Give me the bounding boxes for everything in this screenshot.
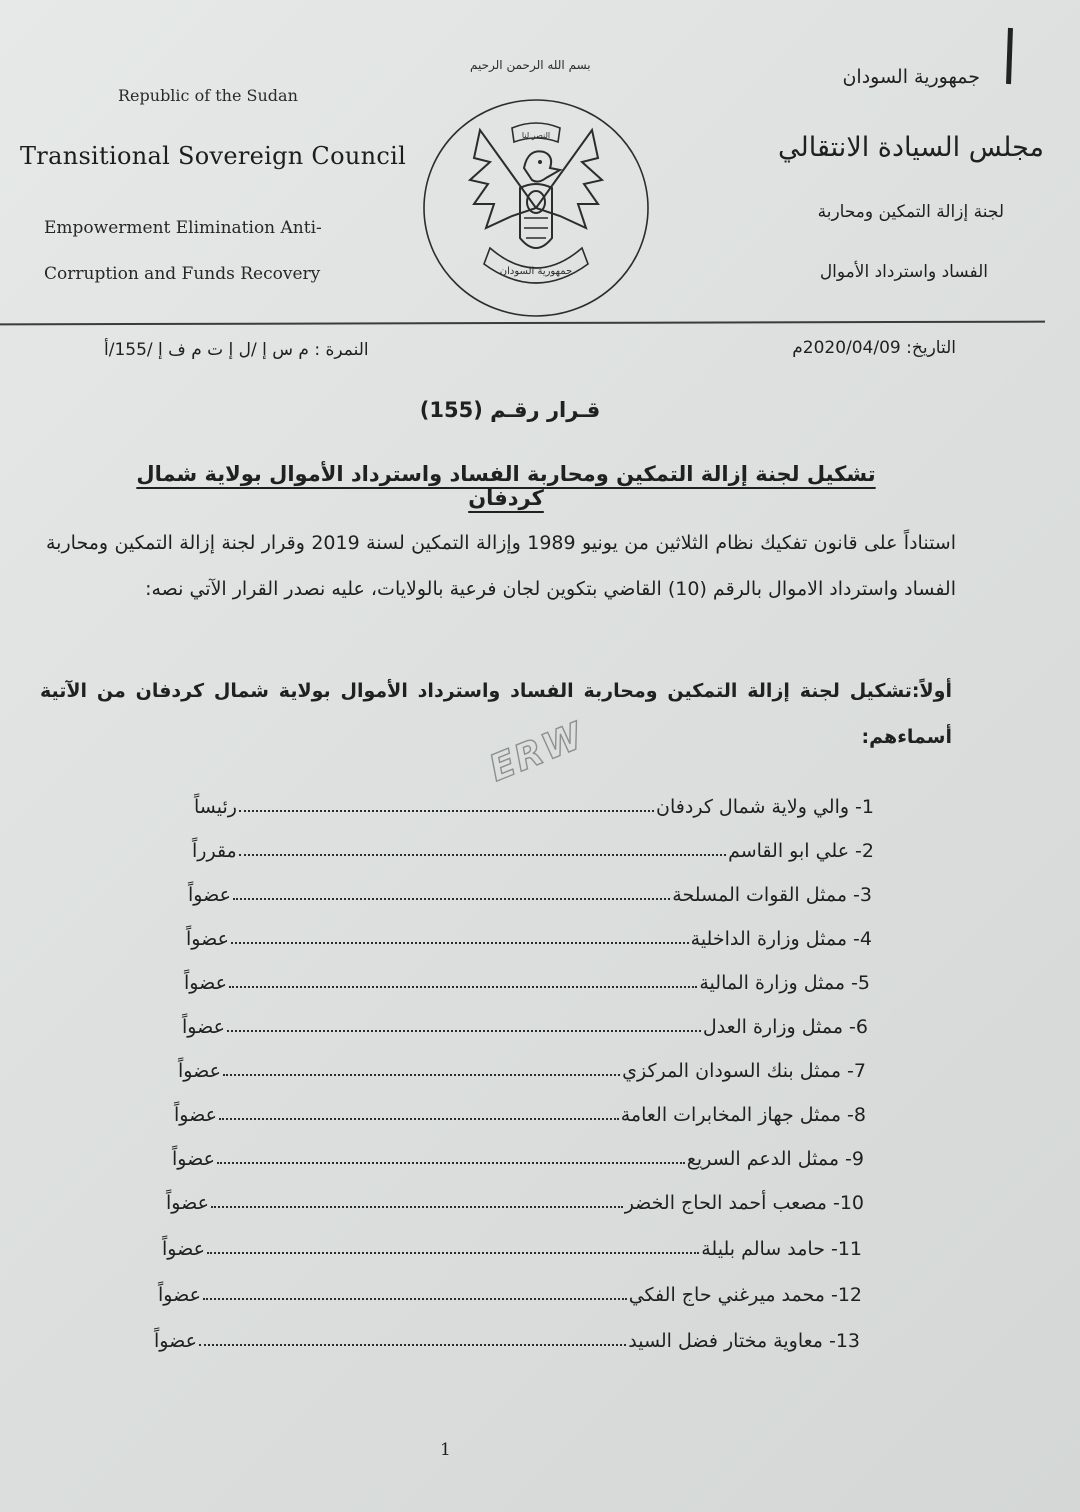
list-item [172, 1130, 864, 1170]
list-item [166, 1174, 864, 1214]
member-name: علي ابو القاسم [728, 840, 850, 862]
list-item [158, 1266, 862, 1306]
ar-committee-line-1: لجنة إزالة التمكين ومحاربة [817, 202, 1004, 222]
member-role: عضواً [166, 1192, 209, 1214]
member-role: عضواً [154, 1330, 197, 1352]
emblem-banner-text: النصر لنا [521, 131, 551, 140]
member-name: ممثل جهاز المخابرات العامة [620, 1104, 842, 1126]
member-name: مصعب أحمد الحاج الخضر [624, 1192, 827, 1214]
member-number: 1- [855, 796, 874, 818]
leader-dots [229, 986, 697, 988]
member-name: حامد سالم بليلة [701, 1238, 825, 1260]
leader-dots [227, 1030, 701, 1032]
member-number: 3- [853, 884, 872, 906]
member-role: عضواً [182, 1016, 225, 1038]
leader-dots [219, 1118, 619, 1120]
first-clause-paragraph: أولاً:تشكيل لجنة إزالة التمكين ومحاربة الفساد واسترداد الأموال بولاية شمال كردفان من الآتية أسماءهم: [40, 680, 952, 748]
list-item [154, 1312, 860, 1352]
leader-dots [223, 1074, 620, 1076]
document-date: التاريخ: 2020/04/09م [792, 338, 956, 358]
member-role: عضواً [174, 1104, 217, 1126]
en-committee-line-2: Corruption and Funds Recovery [44, 264, 321, 284]
ar-committee-line-2: الفساد واسترداد الأموال [819, 262, 988, 282]
member-name: ممثل وزارة العدل [702, 1016, 844, 1038]
member-number: 12- [830, 1284, 862, 1306]
member-name: محمد ميرغني حاج الفكي [628, 1284, 825, 1306]
en-republic-title: Republic of the Sudan [118, 86, 298, 105]
page-number: 1 [440, 1440, 451, 1460]
member-role: عضواً [188, 884, 231, 906]
en-committee-line-1: Empowerment Elimination Anti- [44, 218, 322, 238]
leader-dots [207, 1252, 699, 1254]
leader-dots [203, 1298, 627, 1300]
emblem-ribbon-text: جمهورية السودان [499, 266, 573, 277]
member-name: ممثل بنك السودان المركزي [622, 1060, 842, 1082]
member-name: ممثل وزارة الداخلية [690, 928, 848, 950]
ar-republic-title: جمهورية السودان [842, 66, 980, 88]
leader-dots [211, 1206, 623, 1208]
basmala: بسم الله الرحمن الرحيم [470, 58, 591, 72]
leader-dots [231, 942, 689, 944]
member-number: 13- [828, 1330, 860, 1352]
list-item [182, 998, 868, 1038]
member-name: معاوية مختار فضل السيد [628, 1330, 823, 1352]
leader-dots [239, 854, 726, 856]
member-role: عضواً [158, 1284, 201, 1306]
list-item [174, 1086, 866, 1126]
member-name: ممثل الدعم السريع [686, 1148, 840, 1170]
leader-dots [239, 810, 654, 812]
list-item [186, 910, 872, 950]
member-number: 5- [851, 972, 870, 994]
leader-dots [217, 1162, 685, 1164]
document-reference-number: النمرة : م س إ /ل إ ت م ف إ /155/أ [104, 340, 369, 360]
member-number: 10- [832, 1192, 864, 1214]
member-number: 8- [847, 1104, 866, 1126]
ar-council-title: مجلس السيادة الانتقالي [778, 132, 1044, 163]
member-role: عضواً [178, 1060, 221, 1082]
member-role: مقرراً [192, 840, 237, 862]
en-council-title: Transitional Sovereign Council [20, 142, 407, 170]
member-name: ممثل القوات المسلحة [672, 884, 848, 906]
decision-subject: تشكيل لجنة إزالة التمكين ومحاربة الفساد واسترداد الأموال بولاية شمال كردفان [136, 462, 876, 510]
decision-title: قـرار رقـم (155) [419, 398, 601, 422]
leader-dots [233, 898, 670, 900]
header-divider [0, 321, 1045, 326]
member-number: 6- [849, 1016, 868, 1038]
list-item [192, 822, 874, 862]
list-item [194, 778, 874, 818]
member-role: عضواً [162, 1238, 205, 1260]
member-name: ممثل وزارة المالية [699, 972, 846, 994]
list-item [178, 1042, 866, 1082]
member-number: 2- [855, 840, 874, 862]
member-number: 9- [845, 1148, 864, 1170]
member-name: والي ولاية شمال كردفان [656, 796, 850, 818]
member-number: 4- [853, 928, 872, 950]
corner-mark [1006, 28, 1013, 84]
member-number: 11- [830, 1238, 862, 1260]
list-item [184, 954, 870, 994]
member-number: 7- [847, 1060, 866, 1082]
watermark: ERW [483, 715, 591, 790]
list-item [162, 1220, 862, 1260]
list-item [188, 866, 872, 906]
preamble-paragraph: استناداً على قانون تفكيك نظام الثلاثين من يونيو 1989 وإزالة التمكين لسنة 2019 وقرار لجنة إزالة التمكين ومحاربة الفساد واسترداد الاموال بالرقم (10) القاضي بتكوين لجان فرعية بالولايات، عليه نصدر القرار الآتي نصه: [46, 532, 957, 600]
member-role: عضواً [184, 972, 227, 994]
member-role: عضواً [172, 1148, 215, 1170]
member-role: عضواً [186, 928, 229, 950]
state-emblem-icon [420, 88, 652, 320]
leader-dots [199, 1344, 626, 1346]
member-role: رئيساً [194, 796, 237, 818]
